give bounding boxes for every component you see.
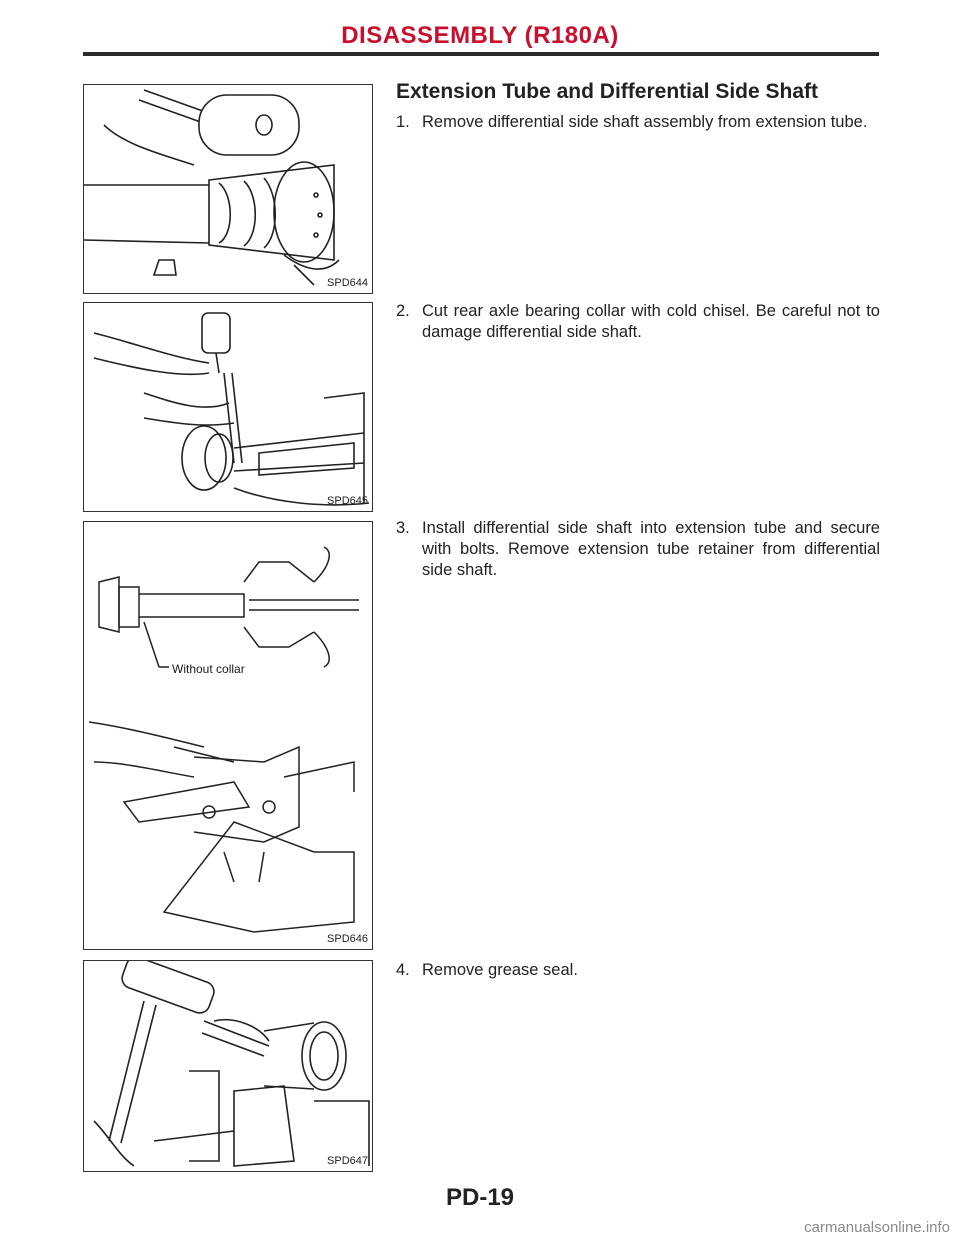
figure-spd644 xyxy=(83,84,373,294)
step-2 xyxy=(396,301,880,343)
step-text: Remove grease seal. xyxy=(422,961,578,979)
watermark-text: carmanualsonline.info xyxy=(804,1219,950,1236)
step-text: Remove differential side shaft assembly from extension tube. xyxy=(422,113,868,131)
puller-on-extension-tube-illustration xyxy=(84,522,374,951)
step-1 xyxy=(396,112,880,133)
figure-label: SPD646 xyxy=(327,933,368,945)
callout-text: Without collar xyxy=(172,662,245,676)
chisel-cutting-collar-illustration xyxy=(84,303,374,513)
figure-spd647 xyxy=(83,960,373,1172)
step-number: 3. xyxy=(396,519,410,537)
step-3 xyxy=(396,518,880,581)
header-divider xyxy=(83,52,879,56)
page-number: PD-19 xyxy=(445,1184,515,1211)
figure-label: SPD645 xyxy=(327,495,368,507)
step-4 xyxy=(396,960,880,981)
figure-label: SPD647 xyxy=(327,1155,368,1167)
step-number: 4. xyxy=(396,961,410,979)
step-number: 1. xyxy=(396,113,410,131)
figure-label: SPD644 xyxy=(327,277,368,289)
section-title: Extension Tube and Differential Side Shaft xyxy=(396,80,818,103)
mallet-on-axle-illustration xyxy=(84,85,374,295)
figure-spd646 xyxy=(83,521,373,950)
step-number: 2. xyxy=(396,302,410,320)
mallet-removing-grease-seal-illustration xyxy=(84,961,374,1173)
step-text: Install differential side shaft into extension tube and secure with bolts. Remove extension tube retainer from differential side shaft. xyxy=(422,519,880,579)
figure-spd645 xyxy=(83,302,373,512)
page-header-title: DISASSEMBLY (R180A) xyxy=(341,22,619,49)
step-text: Cut rear axle bearing collar with cold chisel. Be careful not to damage differential side shaft. xyxy=(422,302,880,341)
